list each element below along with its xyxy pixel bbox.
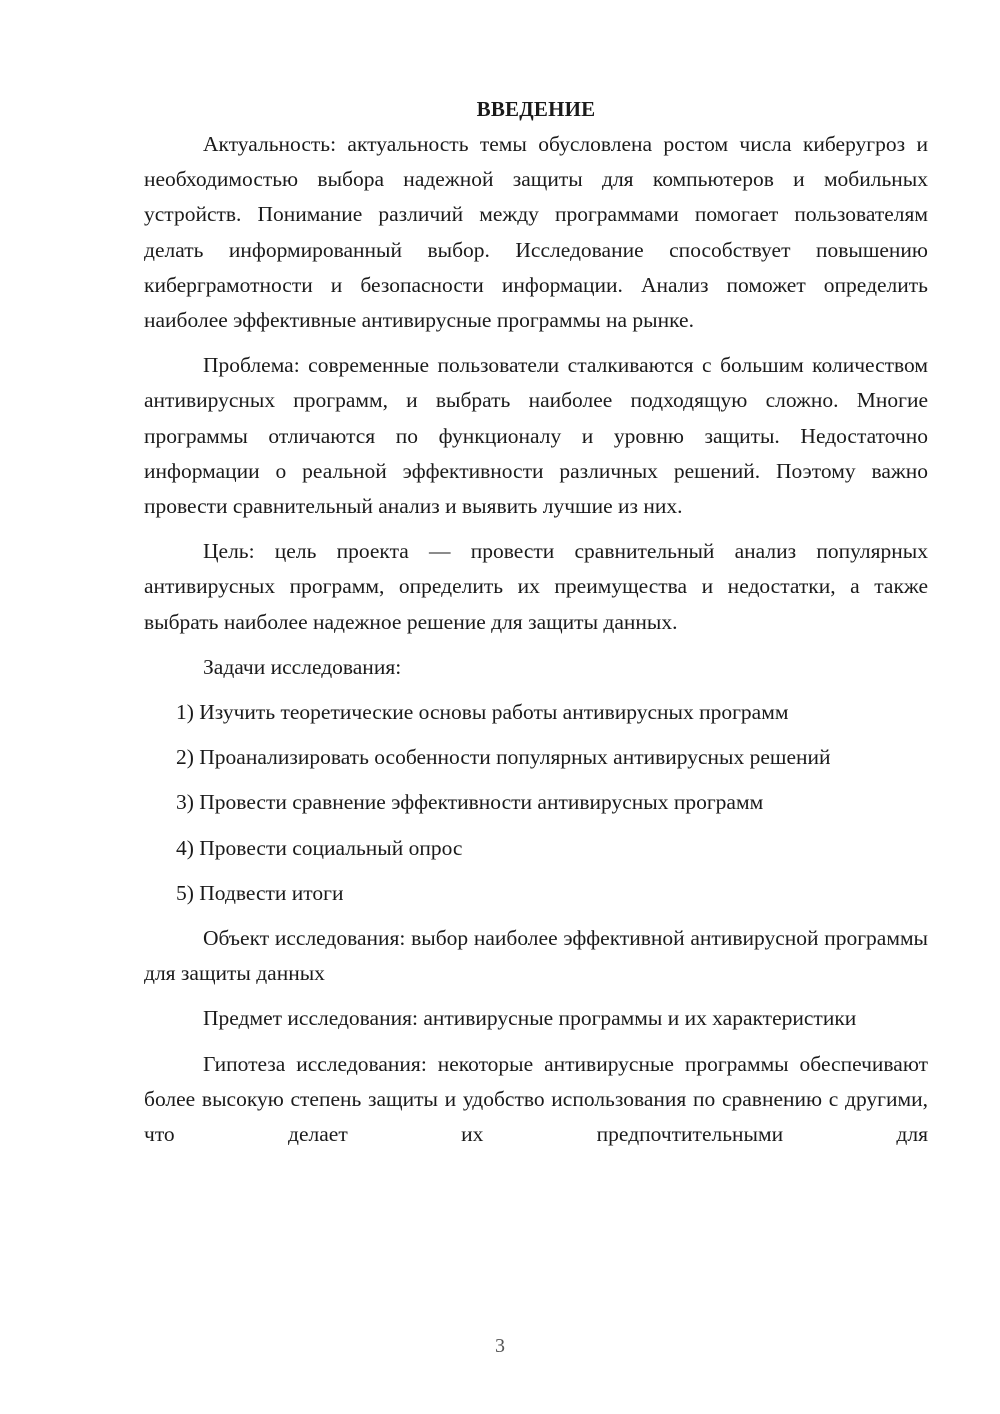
tasks-title: Задачи исследования: [203,654,402,679]
task-item-1: 1) Изучить теоретические основы работы антивирусных программ [176,700,789,725]
section-heading: ВВЕДЕНИЕ [476,97,596,121]
hypothesis-paragraph: Гипотеза исследования: некоторые антивирусные программы обеспечивают более высокую степень защиты и удобство использования по сравнению с другими, что делает их предпочтительными для [144,1051,928,1147]
page-number: 3 [495,1335,505,1357]
task-item-3: 3) Провести сравнение эффективности антивирусных программ [176,790,764,815]
relevance-paragraph: Актуальность: актуальность темы обусловлена ростом числа киберугроз и необходимостью выбора надежной защиты для компьютеров и мобильных устройств. Понимание различий между программами помогает пользователям делать информированный выбор. Исследование способствует повышению киберграмотности и безопасности информации. Анализ поможет определить наиболее эффективные антивирусные программы на рынке. [144,132,928,333]
task-item-5: 5) Подвести итоги [176,880,344,905]
problem-paragraph: Проблема: современные пользователи сталкиваются с большим количеством антивирусных программ, и выбрать наиболее подходящую сложно. Многие программы отличаются по функционалу и уровню защиты. Недостаточно информации о реальной эффективности различных решений. Поэтому важно провести сравнительный анализ и выявить лучшие из них. [144,353,928,519]
subject-paragraph: Предмет исследования: антивирусные программы и их характеристики [203,1006,857,1031]
goal-paragraph: Цель: цель проекта — провести сравнительный анализ популярных антивирусных программ, определить их преимущества и недостатки, а также выбрать наиболее надежное решение для защиты данных. [144,539,928,634]
object-paragraph: Объект исследования: выбор наиболее эффективной антивирусной программы для защиты данных [144,926,928,986]
task-item-2: 2) Проанализировать особенности популярных антивирусных решений [176,745,831,770]
page-content [144,92,928,1152]
task-item-4: 4) Провести социальный опрос [176,835,463,860]
